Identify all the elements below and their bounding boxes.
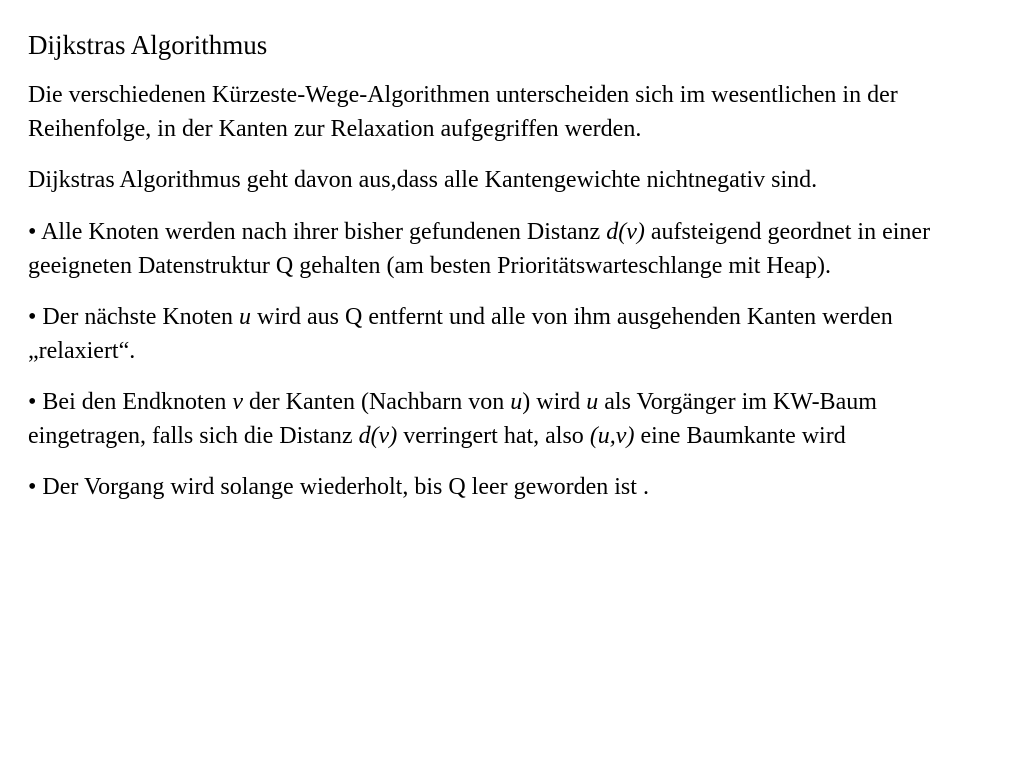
- slide-title: Dijkstras Algorithmus: [28, 30, 268, 60]
- bullet-text: als Vorgänger im KW-Baum eingetragen, falls sich die Distanz: [28, 389, 877, 449]
- bullet-text: wird aus Q entfernt und alle von ihm ausgehenden Kanten werden „relaxiert“.: [28, 304, 893, 364]
- edge-term: (u,v): [589, 423, 635, 449]
- distance-term: d(v): [606, 219, 645, 245]
- bullet-text: ) wird: [522, 389, 587, 415]
- node-term: u: [586, 389, 599, 415]
- bullet-sorted-nodes: [28, 215, 988, 283]
- bullet-text: • Bei den Endknoten: [28, 389, 233, 415]
- bullet-text: • Alle Knoten werden nach ihrer bisher gefundenen Distanz: [28, 219, 607, 245]
- bullet-text: aufsteigend geordnet in einer geeigneten Datenstruktur Q gehalten (am besten Prioritätswarteschlange mit Heap).: [28, 219, 931, 279]
- bullet-text: • Der nächste Knoten: [28, 304, 239, 330]
- bullet-end-nodes: [28, 385, 988, 453]
- bullet-next-node: [28, 300, 988, 368]
- intro-paragraph: Die verschiedenen Kürzeste-Wege-Algorithmen unterscheiden sich im wesentlichen in der Reihenfolge, in der Kanten zur Relaxation aufgegriffen werden.: [28, 82, 898, 142]
- bullet-repeat: • Der Vorgang wird solange wiederholt, bis Q leer geworden ist .: [28, 474, 649, 500]
- bullet-text: eine Baumkante wird: [634, 423, 846, 449]
- node-term: v: [232, 389, 244, 415]
- node-term: u: [510, 389, 523, 415]
- assumption-paragraph: Dijkstras Algorithmus geht davon aus,dass alle Kantengewichte nichtnegativ sind.: [28, 167, 818, 193]
- bullet-text: der Kanten (Nachbarn von: [243, 389, 511, 415]
- distance-term: d(v): [358, 423, 398, 449]
- node-term: u: [239, 304, 251, 330]
- bullet-text: verringert hat, also: [397, 423, 590, 449]
